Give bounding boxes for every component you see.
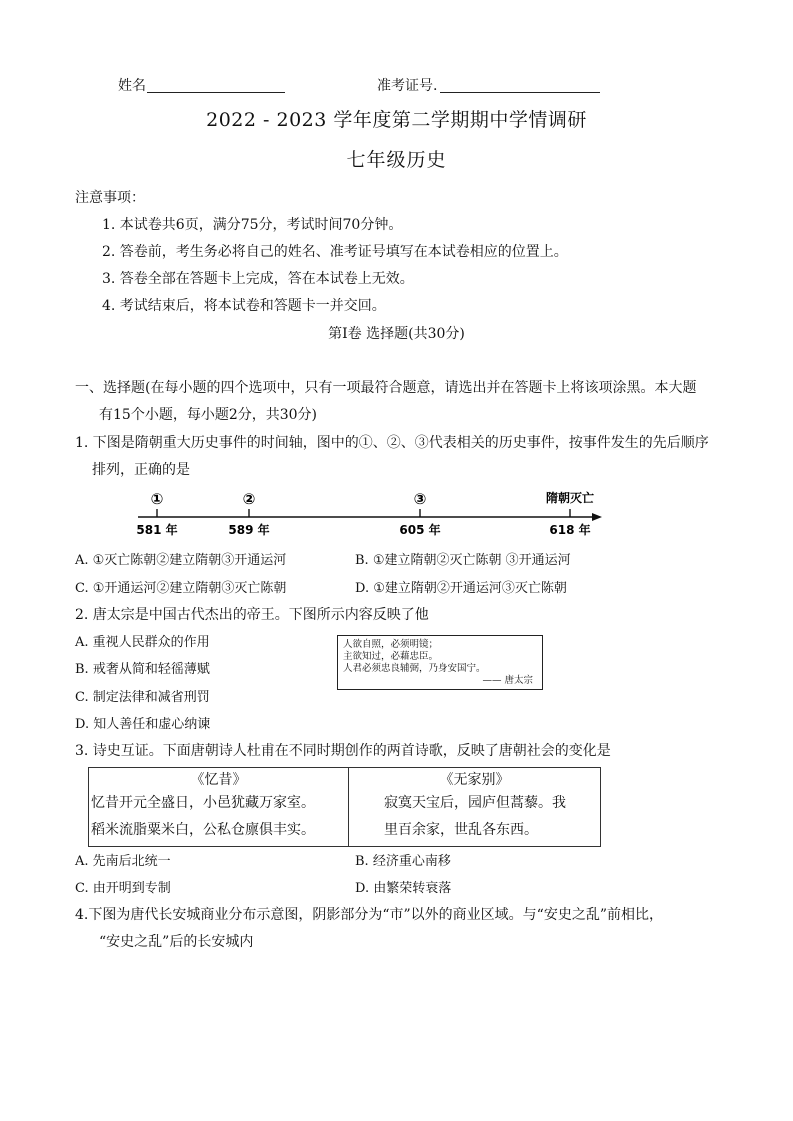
- q1-timeline: [130, 486, 610, 542]
- poem-cell-yixi: [89, 768, 349, 847]
- poem-cell-wujiabie: [349, 768, 601, 847]
- name-blank-line[interactable]: [147, 92, 285, 93]
- timeline-year-4: 618 年: [549, 523, 591, 537]
- poem-title: 《无家别》: [439, 772, 510, 788]
- exam-id-label: 准考证号.: [377, 78, 438, 94]
- quote-line: 主欲知过，必藉忠臣。: [343, 651, 439, 662]
- notice-item: 3. 答卷全部在答题卡上完成，答在本试卷上无效。: [102, 271, 414, 287]
- name-label: 姓名: [118, 78, 146, 94]
- q2-quote-box: [337, 635, 543, 690]
- q3-poem-table: [88, 767, 601, 847]
- section-title: 第Ⅰ卷 选择题(共30分): [328, 326, 465, 342]
- q3-option-a[interactable]: A. 先南后北统一: [75, 854, 171, 869]
- quote-author: —— 唐太宗: [482, 675, 533, 686]
- poem-line: 忆昔开元全盛日，小邑犹藏万家室。: [91, 795, 315, 811]
- q3-option-d[interactable]: D. 由繁荣转衰落: [355, 881, 452, 896]
- q1-option-b[interactable]: B. ①建立隋朝②灭亡陈朝 ③开通运河: [355, 553, 571, 568]
- timeline-event-2: ②: [242, 490, 256, 508]
- subject-title: 七年级历史: [346, 149, 447, 171]
- poem-title: 《忆昔》: [190, 772, 247, 788]
- q2-option-c[interactable]: C. 制定法律和减省刑罚: [75, 690, 210, 705]
- section-instruction-cont: 有15个小题，每小题2分，共30分): [99, 407, 317, 423]
- timeline-year-3: 605 年: [399, 523, 441, 537]
- q2-option-b[interactable]: B. 戒奢从简和轻徭薄赋: [75, 662, 210, 677]
- q3-stem: 3. 诗史互证。下面唐朝诗人杜甫在不同时期创作的两首诗歌，反映了唐朝社会的变化是: [75, 743, 611, 759]
- poem-line: 里百余家，世乱各东西。: [384, 822, 538, 838]
- section-instruction: 一、选择题(在每小题的四个选项中，只有一项最符合题意，请选出并在答题卡上将该项涂黑。本大题: [75, 380, 697, 396]
- q4-stem: 4.下图为唐代长安城商业分布示意图，阴影部分为“市”以外的商业区域。与“安史之乱”前相比，: [75, 907, 663, 923]
- timeline-year-2: 589 年: [228, 523, 270, 537]
- timeline-year-1: 581 年: [136, 523, 178, 537]
- q2-option-d[interactable]: D. 知人善任和虚心纳谏: [75, 717, 211, 732]
- q3-option-c[interactable]: C. 由开明到专制: [75, 881, 171, 896]
- timeline-event-3: ③: [413, 490, 427, 508]
- q1-option-d[interactable]: D. ①建立隋朝②开通运河③灭亡陈朝: [355, 581, 567, 596]
- notice-heading: 注意事项：: [75, 190, 145, 206]
- exam-id-blank-line[interactable]: [440, 92, 600, 93]
- poem-line: 稻米流脂粟米白，公私仓廪俱丰实。: [91, 822, 315, 838]
- q3-option-b[interactable]: B. 经济重心南移: [355, 854, 451, 869]
- notice-item: 4. 考试结束后，将本试卷和答题卡一并交回。: [102, 298, 386, 314]
- exam-title: 2022 - 2023 学年度第二学期期中学情调研: [206, 109, 587, 131]
- timeline-event-4: 隋朝灭亡: [545, 491, 595, 505]
- poem-line: 寂寞天宝后，园庐但蒿藜。我: [384, 795, 566, 811]
- q1-stem: 1. 下图是隋朝重大历史事件的时间轴，图中的①、②、③代表相关的历史事件，按事件发生的先后顺序: [75, 435, 709, 451]
- q4-stem-cont: “安史之乱”后的长安城内: [99, 934, 254, 950]
- quote-line: 人欲自照，必须明镜；: [343, 639, 439, 650]
- notice-item: 1. 本试卷共6页，满分75分，考试时间70分钟。: [102, 217, 403, 233]
- notice-item: 2. 答卷前，考生务必将自己的姓名、准考证号填写在本试卷相应的位置上。: [102, 244, 568, 260]
- q1-option-c[interactable]: C. ①开通运河②建立隋朝③灭亡陈朝: [75, 581, 287, 596]
- q1-option-a[interactable]: A. ①灭亡陈朝②建立隋朝③开通运河: [75, 553, 287, 568]
- q2-option-a[interactable]: A. 重视人民群众的作用: [75, 635, 210, 650]
- q1-stem-cont: 排列，正确的是: [92, 462, 190, 478]
- q2-stem: 2. 唐太宗是中国古代杰出的帝王。下图所示内容反映了他: [75, 607, 429, 623]
- timeline-arrow-icon: [592, 513, 602, 521]
- quote-line: 人君必须忠良辅弼，乃身安国宁。: [343, 663, 486, 674]
- timeline-event-1: ①: [150, 490, 164, 508]
